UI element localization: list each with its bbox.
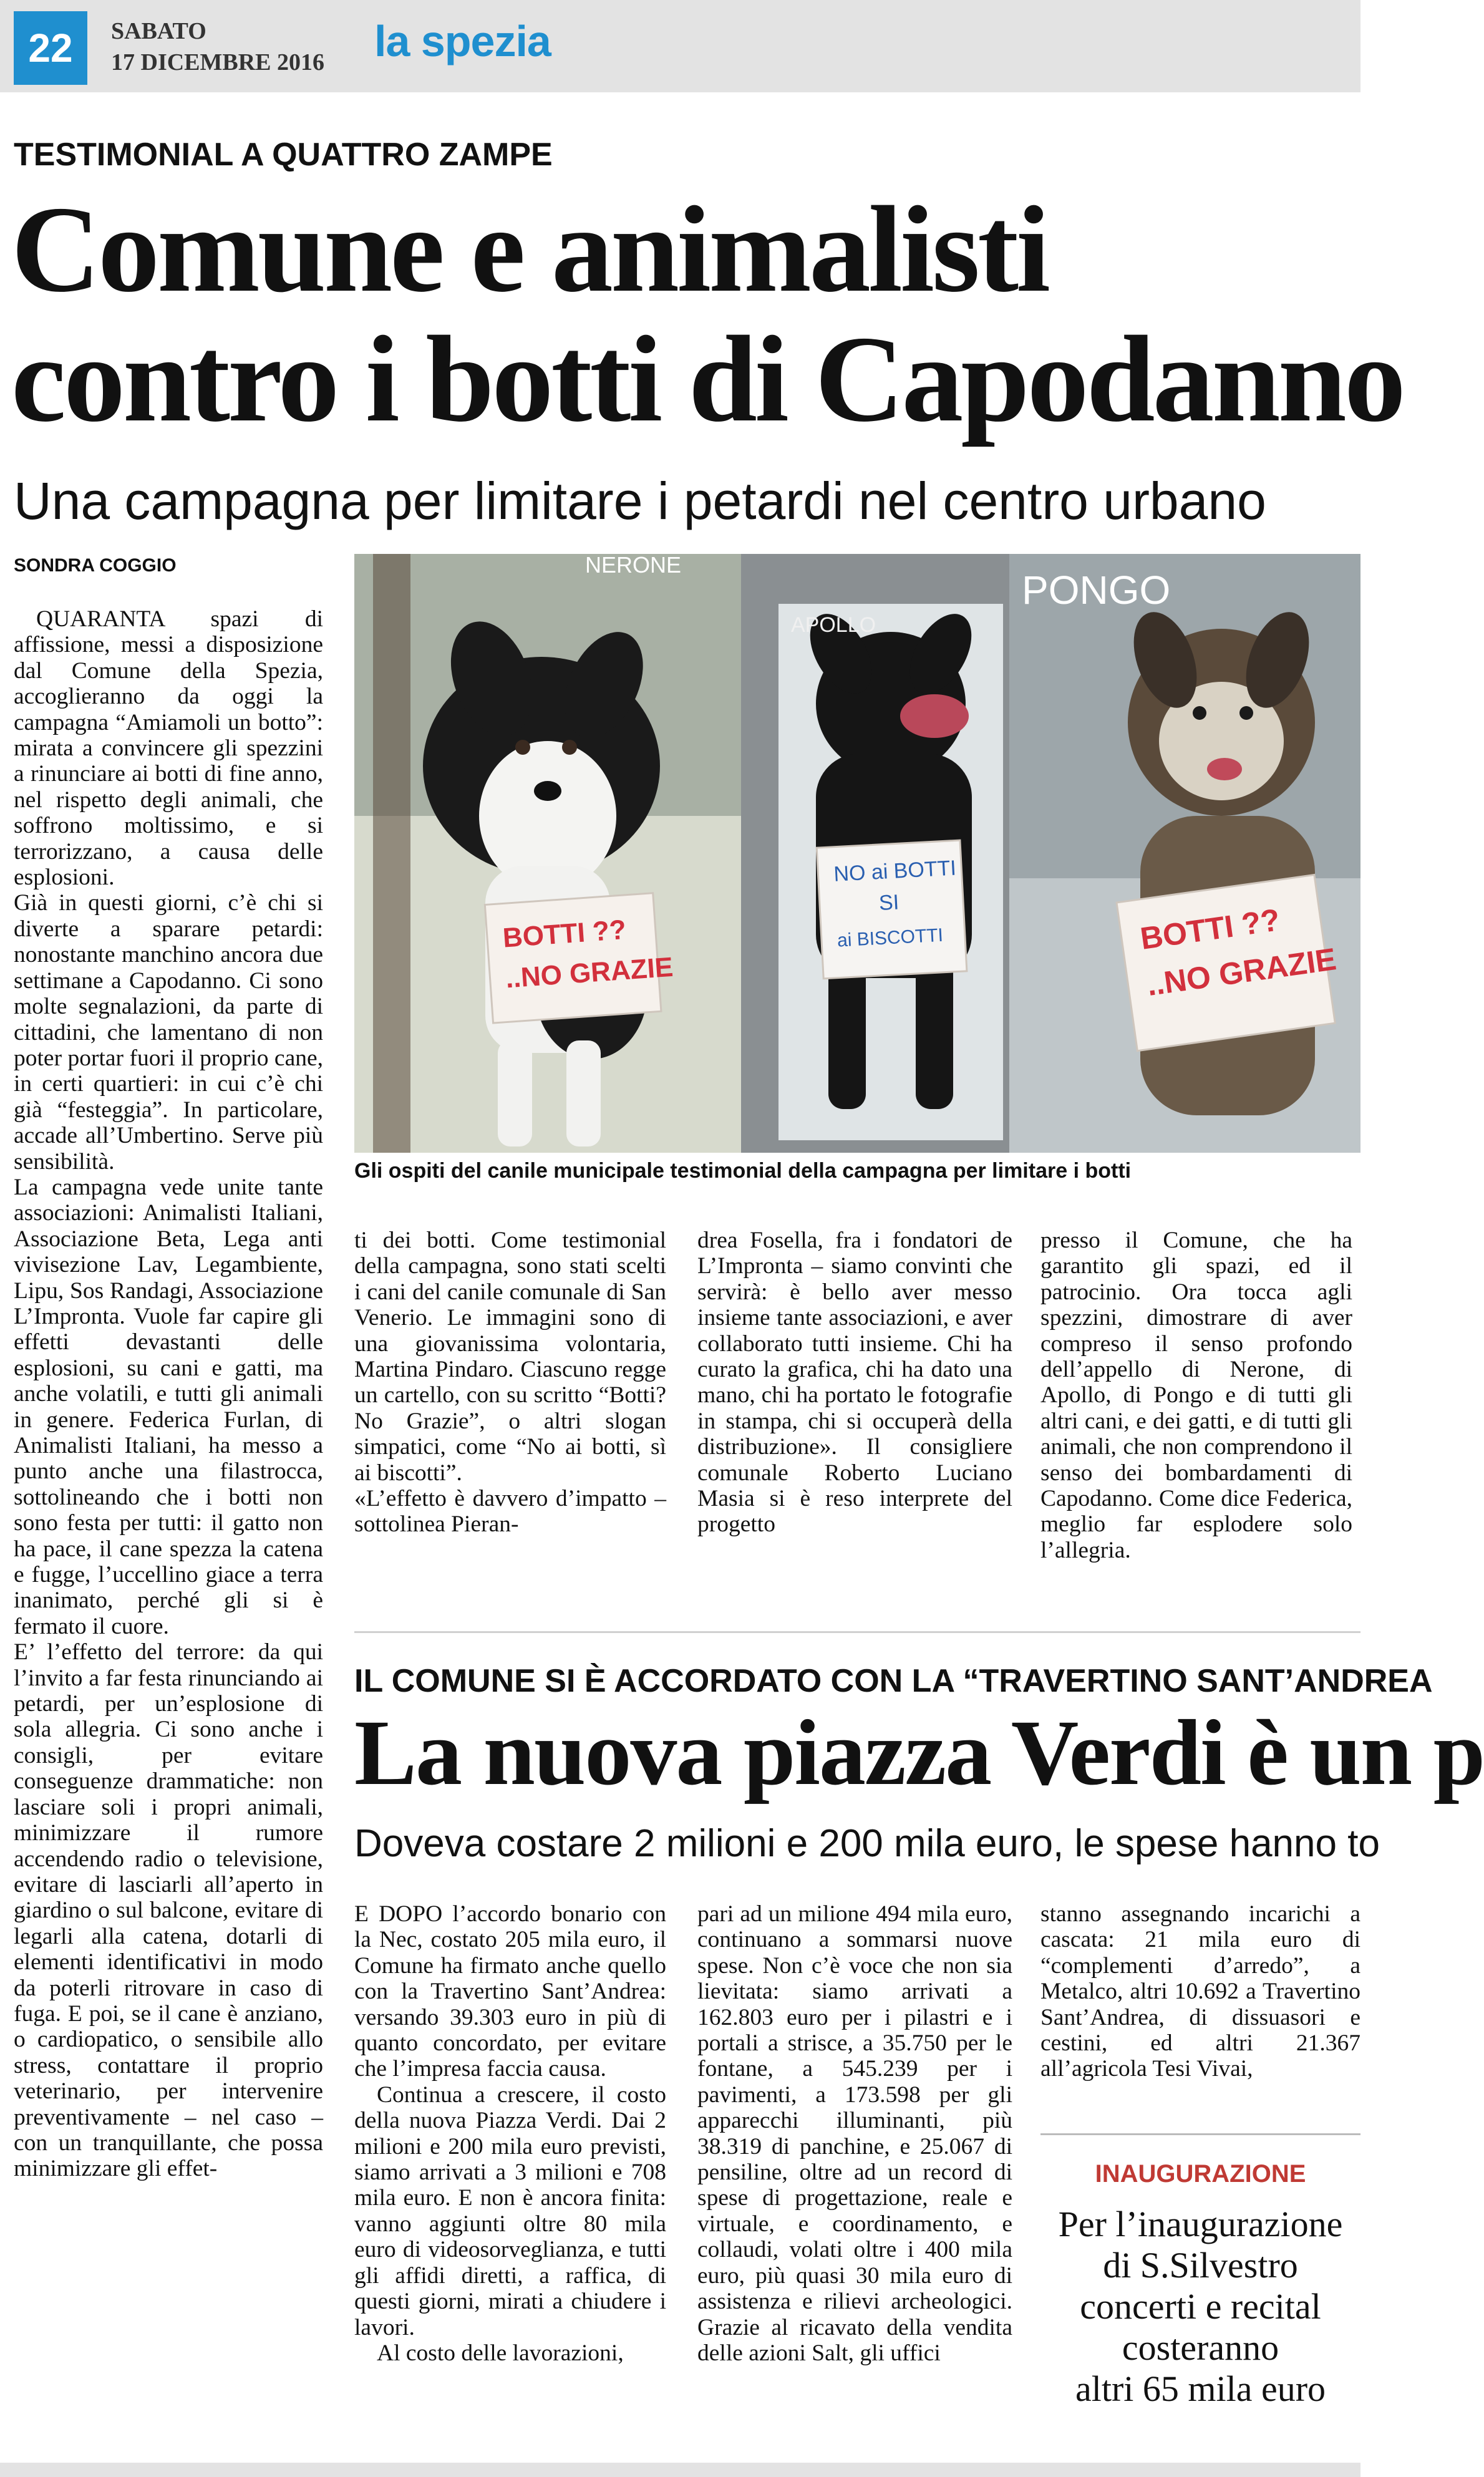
sign2-line1: NO ai BOTTI <box>833 856 957 886</box>
paragraph: Continua a crescere, il costo della nuova Piazza Verdi. Dai 2 milioni e 200 mila euro previsti, siamo arrivati a 3 milioni e 708 mila euro. E non è ancora finita: vanno aggiunti oltre 80 mila euro di videosorveglianza, e tutti gli affidi diretti, a raffica, di questi giorni, mirati a chiudere i lavori. <box>354 2082 666 2340</box>
dog3-name: PONGO <box>1022 568 1171 613</box>
article2-column-1 <box>354 1901 666 2366</box>
paragraph: ti dei botti. Come testimonial della campagna, sono stati scelti i cani del canile comunale di San Venerio. Le immagini sono di una giovanissima volontaria, Martina Pindaro. Ciascuno regge un cartello, con su scritto “Botti? No Grazie”, o altri slogan simpatici, come “No ai botti, sì ai biscotti”. <box>354 1228 666 1486</box>
paragraph: presso il Comune, che ha garantito gli spazi, ed il patrocinio. Ora tocca agli spezzini, dimostrare di aver compreso il senso profondo dell’appello di Nerone, di Apollo, di Pongo e di tutti gli altri cani, e dei gatti, e di tutti gli animali, che non comprendono il senso dei bombardamenti di Capodanno. Come dice Federica, meglio far esplodere solo l’allegria. <box>1040 1228 1352 1563</box>
issue-date: 17 DICEMBRE 2016 <box>111 49 325 75</box>
sign2-line3: ai BISCOTTI <box>837 924 944 951</box>
article-column-2 <box>354 1228 666 1538</box>
paragraph: stanno assegnando incarichi a cascata: 21 mila euro di “complementi d’arredo”, a Metalco, altri 10.692 a Travertino Sant’Andrea, di dissuasori e cestini, ed altri 21.367 all’agricola Tesi Vivai, <box>1040 1901 1360 2082</box>
article-headline-line1: Comune e animalisti <box>11 181 1049 318</box>
article-kicker: TESTIMONIAL A QUATTRO ZAMPE <box>14 137 553 173</box>
page-footer-band <box>0 2463 1360 2477</box>
paragraph: drea Fosella, fra i fondatori de L’Impronta – siamo convinti che servirà: è bello aver messo insieme tante associazioni, e aver collaborato tutti insieme. Chi ha curato la grafica, chi ha dato una mano, chi ha portato le fotografie in stampa, chi si occuperà della distribuzione». Il consigliere comunale Roberto Luciano Masia si è reso interprete del progetto <box>697 1228 1012 1538</box>
article-headline-line2: contro i botti di Capodanno <box>11 311 1404 447</box>
box-title-line: costeranno <box>1122 2327 1279 2368</box>
paragraph: Già in questi giorni, c’è chi si diverte a sparare petardi: nonostante manchino ancora due settimane a Capodanno. Ci sono molte segnalazioni, da parte di cittadini, che lamentano di non poter portar fuori il proprio cane, in certi quartieri: in cui c’è chi già “festeggia”. In particolare, accade all’Umbertino. Serve più sensibilità. <box>14 890 323 1175</box>
box-title-line: Per l’inaugurazione <box>1058 2204 1343 2244</box>
box-title-line: di S.Silvestro <box>1103 2245 1298 2286</box>
paragraph: La campagna vede unite tante associazioni: Animalisti Italiani, Associazione Beta, Lega anti vivisezione Lav, Legambiente, Lipu, Sos Randagi, Associazione L’Impronta. Vuole far capire gli effetti devastanti delle esplosioni, su cani e gatti, ma anche volatili, e tutti gli animali in genere. Federica Furlan, di Animalisti Italiani, ha messo a punto anche una filastrocca, sottolineando che i botti non sono festa per tutti: il gatto non ha pace, il cane spezza la catena e fugge, l’uccellino giace a terra inanimato, perché gli si è fermato il cuore. <box>14 1174 323 1639</box>
paragraph: Al costo delle lavorazioni, <box>377 2340 624 2366</box>
article-column-1 <box>14 606 323 2182</box>
paragraph: E DOPO l’accordo bonario con la Nec, costato 205 mila euro, il Comune ha firmato anche quello con la Travertino Sant’Andrea: versando 39.303 euro in più di quanto concordato, per evitare che l’impresa faccia causa. <box>354 1901 666 2082</box>
box-title <box>1040 2204 1360 2410</box>
box-kicker: INAUGURAZIONE <box>1095 2160 1306 2188</box>
article2-column-3 <box>1040 1901 1360 2082</box>
dogs-campaign-photo <box>354 554 1360 1153</box>
paragraph: pari ad un milione 494 mila euro, continuano a sommarsi nuove spese. Non c’è voce che non sia lievitata: siamo arrivati a 162.803 euro per i pilastri e i portali a strisce, a 35.750 per le fontane, a 545.239 per i pavimenti, a 173.598 per gli apparecchi illuminanti, più 38.319 di panchine, e 25.067 di pensiline, oltre ad un record di spese di progettazione, reale e virtuale, e coordinamento, e collaudi, volati oltre i 400 mila euro, più quasi 30 mila euro di assistenza e rilievi archeologici. Grazie al ricavato della vendita delle azioni Salt, gli uffici <box>697 1901 1012 2366</box>
sign1-line1: BOTTI ?? <box>502 914 628 954</box>
page-number: 22 <box>14 11 87 85</box>
sign3-line1: BOTTI ?? <box>1138 902 1283 956</box>
article2-headline: La nuova piazza Verdi è un p <box>354 1701 1484 1805</box>
article2-subtitle: Doveva costare 2 milioni e 200 mila euro, le spese hanno to <box>354 1822 1380 1865</box>
paragraph: QUARANTA spazi di affissione, messi a disposizione dal Comune della Spezia, accoglieranno da oggi la campagna “Amiamoli un botto”: mirata a convincere gli spezzini a rinunciare ai botti di fine anno, nel rispetto degli animali, che soffrono moltissimo, e si terrorizzano, a causa delle esplosioni. <box>14 606 323 891</box>
paragraph: «L’effetto è davvero d’impatto – sottolinea Pieran- <box>354 1486 666 1538</box>
dog1-name: NERONE <box>585 552 682 578</box>
photo-caption: Gli ospiti del canile municipale testimonial della campagna per limitare i botti <box>354 1159 1132 1183</box>
paragraph: E’ l’effetto del terrore: da qui l’invito a far festa rinunciando ai petardi, per un’esplosione di sola allegria. Ci sono anche i consigli, per evitare conseguenze drammatiche: non lasciare soli i propri animali, minimizzare il rumore accendendo radio o televisione, evitare di lasciarli all’aperto in giardino o sul balcone, evitare di legarli alla catena, dotarli di elementi identificativi in modo da poterli ritrovare in caso di fuga. E poi, se il cane è anziano, o cardiopatico, o sensibile allo stress, contattare il proprio veterinario, per intervenire preventivamente – nel caso – con un tranquillante, che possa minimizzare gli effet- <box>14 1639 323 2182</box>
sign1-line2: ..NO GRAZIE <box>504 951 674 994</box>
article2-column-2 <box>697 1901 1012 2366</box>
page-header-band <box>0 0 1360 92</box>
article-column-3 <box>697 1228 1012 1538</box>
article2-kicker: IL COMUNE SI È ACCORDATO CON LA “TRAVERTINO SANT’ANDREA <box>354 1663 1433 1699</box>
section-title: la spezia <box>374 17 551 65</box>
box-title-line: altri 65 mila euro <box>1075 2368 1326 2409</box>
article-subtitle: Una campagna per limitare i petardi nel centro urbano <box>14 472 1266 530</box>
photo-panel-nerone <box>354 552 741 1153</box>
article-byline: SONDRA COGGIO <box>14 555 177 576</box>
article-column-4 <box>1040 1228 1352 1563</box>
box-title-line: concerti e recital <box>1080 2286 1321 2327</box>
sign3-line2: ..NO GRAZIE <box>1145 941 1339 1003</box>
photo-panel-apollo <box>741 554 1009 1153</box>
dog2-name: APOLLO <box>791 613 876 637</box>
inauguration-box <box>1040 2133 1360 2409</box>
photo-panel-pongo <box>1009 554 1360 1153</box>
section-divider <box>354 1631 1360 1633</box>
issue-day: SABATO <box>111 18 206 44</box>
sign2-line2: SI <box>878 890 900 915</box>
